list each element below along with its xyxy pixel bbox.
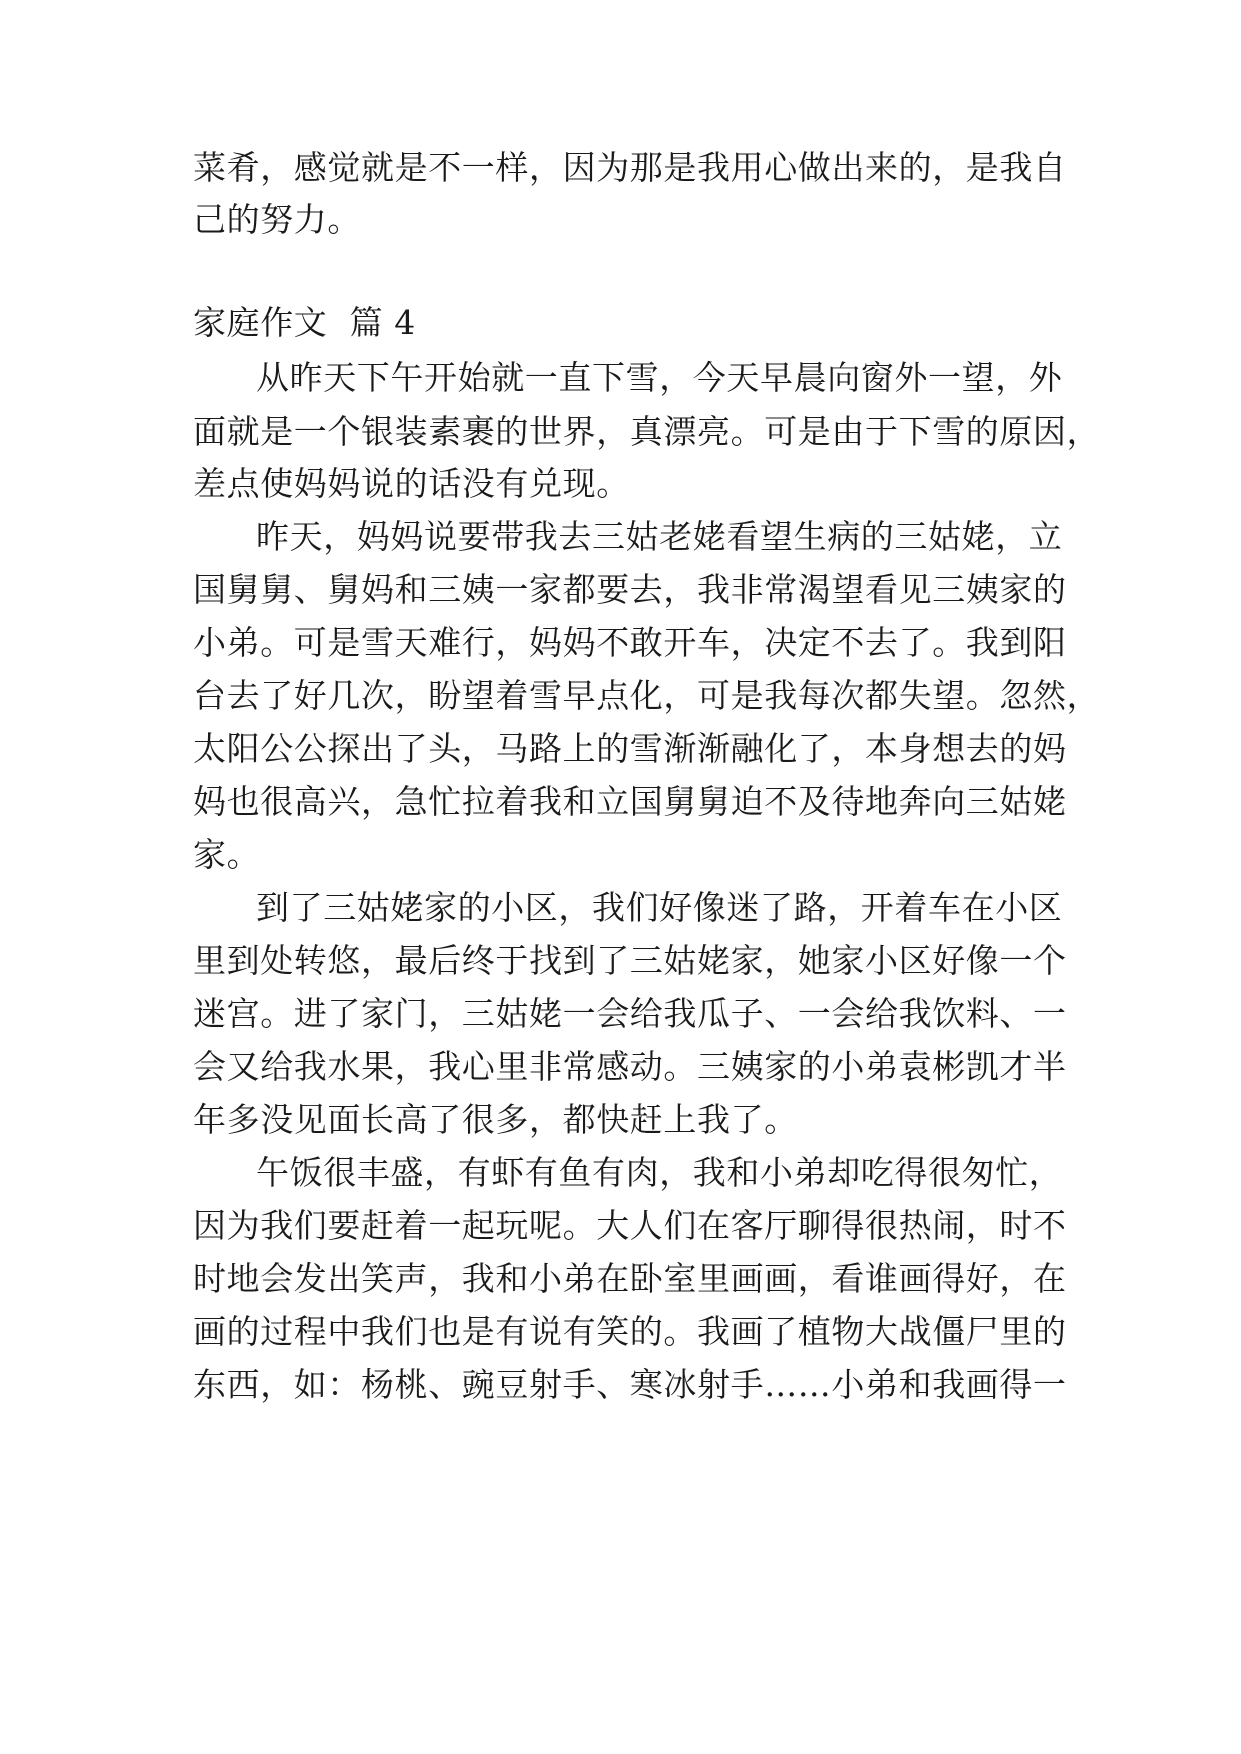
paragraph-3-line: 迷宫。进了家门，三姑姥一会给我瓜子、一会给我饮料、一	[193, 994, 1067, 1033]
paragraph-2-line: 国舅舅、舅妈和三姨一家都要去，我非常渴望看见三姨家的	[193, 570, 1067, 609]
text-line: 己的努力。	[193, 200, 361, 239]
paragraph-3-line: 里到处转悠，最后终于找到了三姑姥家，她家小区好像一个	[193, 941, 1067, 980]
paragraph-4-line: 午饭很丰盛，有虾有鱼有肉，我和小弟却吃得很匆忙，	[256, 1153, 1063, 1192]
text-line: 菜肴，感觉就是不一样，因为那是我用心做出来的，是我自	[193, 148, 1067, 187]
section-title: 家庭作文 篇 4	[193, 303, 416, 342]
paragraph-2-line: 家。	[193, 835, 261, 874]
paragraph-1-line: 从昨天下午开始就一直下雪，今天早晨向窗外一望，外	[256, 358, 1063, 397]
paragraph-4-line: 时地会发出笑声，我和小弟在卧室里画画，看谁画得好，在	[193, 1259, 1067, 1298]
paragraph-2-line: 妈也很高兴，急忙拉着我和立国舅舅迫不及待地奔向三姑姥	[193, 782, 1067, 821]
paragraph-4-line: 因为我们要赶着一起玩呢。大人们在客厅聊得很热闹，时不	[193, 1206, 1067, 1245]
paragraph-2-line: 小弟。可是雪天难行，妈妈不敢开车，决定不去了。我到阳	[193, 623, 1067, 662]
paragraph-3-line: 年多没见面长高了很多，都快赶上我了。	[193, 1100, 798, 1139]
paragraph-1-line: 差点使妈妈说的话没有兑现。	[193, 464, 630, 503]
paragraph-3-line: 到了三姑姥家的小区，我们好像迷了路，开着车在小区	[256, 888, 1063, 927]
paragraph-1-line: 面就是一个银装素裹的世界，真漂亮。可是由于下雪的原因，	[193, 412, 1101, 451]
paragraph-4-line: 东西，如：杨桃、豌豆射手、寒冰射手……小弟和我画得一	[193, 1365, 1067, 1404]
paragraph-2-line: 太阳公公探出了头，马路上的雪渐渐融化了，本身想去的妈	[193, 729, 1067, 768]
paragraph-4-line: 画的过程中我们也是有说有笑的。我画了植物大战僵尸里的	[193, 1312, 1067, 1351]
paragraph-3-line: 会又给我水果，我心里非常感动。三姨家的小弟袁彬凯才半	[193, 1047, 1067, 1086]
paragraph-2-line: 台去了好几次，盼望着雪早点化，可是我每次都失望。忽然，	[193, 676, 1101, 715]
paragraph-2-line: 昨天，妈妈说要带我去三姑老姥看望生病的三姑姥，立	[256, 517, 1063, 556]
